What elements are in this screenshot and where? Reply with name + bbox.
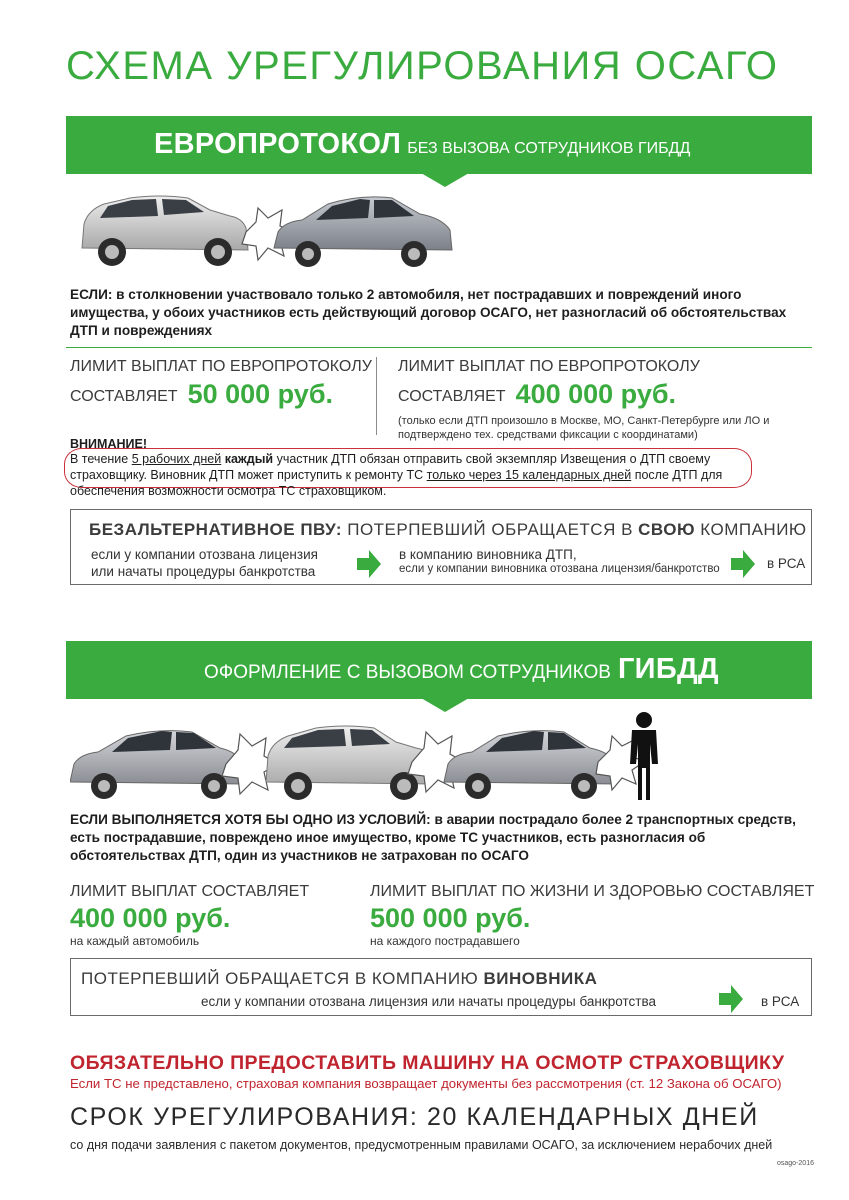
inspection-required-note: Если ТС не представлено, страховая компания возвращает документы без рассмотрения (ст. 12 Закона об ОСАГО) [70,1076,782,1091]
limit-label: ЛИМИТ ВЫПЛАТ ПО ЖИЗНИ И ЗДОРОВЬЮ СОСТАВЛЯЕТ [370,883,815,900]
footer-code: osago-2016 [777,1160,814,1167]
pvu-heading [89,520,807,540]
arrow-right-icon [719,985,743,1013]
pvu-target-line2: если у компании виновника отозвана лицензия/банкротство [399,563,720,575]
limit-amount: 500 000 руб. [370,903,531,933]
limit-amount: 400 000 руб. [515,379,677,409]
banner-heading-big: ЕВРОПРОТОКОЛ [154,128,402,160]
pvu-condition-line1: если у компании отозвана лицензия [91,547,318,562]
limit-label-line2: СОСТАВЛЯЕТ [398,388,506,405]
limit-50000-block [70,357,372,408]
attention-emphasis: каждый [224,452,274,466]
limit-400000-block [398,357,808,442]
arrow-right-icon [357,550,381,578]
pvu-heading-text: ПОТЕРПЕВШИЙ ОБРАЩАЕТСЯ В [347,520,633,539]
column-divider [376,357,377,435]
pvu-heading-bold: БЕЗАЛЬТЕРНАТИВНОЕ ПВУ: [89,520,342,539]
limit-per-car-block [70,882,309,948]
pvu-condition-line2: или начаты процедуры банкротства [91,564,316,579]
attention-text-part: после ДТП для обеспечения возможности осмотра ТС страховщиком. [70,468,723,498]
culprit-heading-bold: ВИНОВНИКА [483,969,598,988]
gibdd-condition-bold: ЕСЛИ ВЫПОЛНЯЕТСЯ ХОТЯ БЫ ОДНО ИЗ УСЛОВИЙ: [70,812,431,827]
attention-deadline: 5 рабочих дней [131,452,222,466]
banner-heading-small: ОФОРМЛЕНИЕ С ВЫЗОВОМ СОТРУДНИКОВ [204,662,611,683]
banner-pointer [421,698,469,712]
pvu-target-line1: в компанию виновника ДТП, [399,547,577,562]
culprit-condition: если у компании отозвана лицензия или начаты процедуры банкротства [201,994,656,1009]
two-car-collision-icon [70,188,460,276]
culprit-heading [81,969,597,989]
attention-text-part: Виновник ДТП может приступить к ремонту ТС [146,468,427,482]
settlement-term-note: со дня подачи заявления с пакетом документов, предусмотренным правилами ОСАГО, за исключением нерабочих дней [70,1138,773,1152]
banner-pointer [421,173,469,187]
limit-label: ЛИМИТ ВЫПЛАТ СОСТАВЛЯЕТ [70,883,310,900]
inspection-required-title: ОБЯЗАТЕЛЬНО ПРЕДОСТАВИТЬ МАШИНУ НА ОСМОТР СТРАХОВЩИКУ [70,1052,785,1074]
pvu-target [399,546,720,575]
europrotocol-condition: ЕСЛИ: в столкновении участвовало только 2 автомобиля, нет пострадавших и повреждений иного имущества, у обоих участников есть действующий договор ОСАГО, нет разногласий об обстоятельствах ДТП и повреждениях [70,287,787,338]
culprit-heading-text: ПОТЕРПЕВШИЙ ОБРАЩАЕТСЯ В КОМПАНИЮ [81,969,479,988]
limit-note: (только если ДТП произошло в Москве, МО, Санкт-Петербурге или ЛО и подтверждено тех. средствами фиксации с координатами) [398,415,770,441]
attention-repair-term: только через 15 календарных дней [426,468,632,482]
limit-health-block [370,882,814,948]
attention-title: ВНИМАНИЕ! [70,437,147,451]
arrow-right-icon [731,550,755,578]
attention-text [70,451,770,499]
pvu-heading-end: КОМПАНИЮ [700,520,807,539]
divider [66,347,812,348]
limit-sub: на каждый автомобиль [70,934,200,948]
pvu-condition [91,546,318,580]
attention-text-part: участник ДТП обязан отправить свой экземпляр Извещения о ДТП своему страховщику. [70,452,711,482]
pvu-heading-own: СВОЮ [638,520,696,539]
pedestrian-icon [630,712,658,800]
pvu-box [70,509,812,585]
banner-heading-big: ГИБДД [617,653,719,685]
page-title: СХЕМА УРЕГУЛИРОВАНИЯ ОСАГО [66,44,779,88]
gibdd-condition-text: в аварии пострадало более 2 транспортных средств, есть пострадавшие, повреждено иное имущество, кроме ТС участников, есть разногласия об обстоятельствах ДТП, один из участников не затрахован по ОСАГО [70,812,796,863]
limit-amount: 400 000 руб. [70,903,231,933]
limit-sub: на каждого пострадавшего [370,934,520,948]
pvu-final-rsa: в РСА [767,556,806,571]
culprit-company-box [70,958,812,1016]
europrotocol-banner [66,116,812,174]
settlement-term-title: СРОК УРЕГУЛИРОВАНИЯ: 20 КАЛЕНДАРНЫХ ДНЕЙ [70,1103,759,1131]
gibdd-condition [70,811,810,865]
limit-label-line2: СОСТАВЛЯЕТ [70,388,178,405]
attention-text-part: В течение [70,452,132,466]
limit-label-line1: ЛИМИТ ВЫПЛАТ ПО ЕВРОПРОТОКОЛУ [70,358,372,375]
multi-car-collision-icon [70,712,670,808]
limit-label-line1: ЛИМИТ ВЫПЛАТ ПО ЕВРОПРОТОКОЛУ [398,358,700,375]
gibdd-banner [66,641,812,699]
culprit-final-rsa: в РСА [761,994,800,1009]
banner-heading-small: БЕЗ ВЫЗОВА СОТРУДНИКОВ ГИБДД [407,140,691,157]
limit-amount: 50 000 руб. [187,379,333,409]
